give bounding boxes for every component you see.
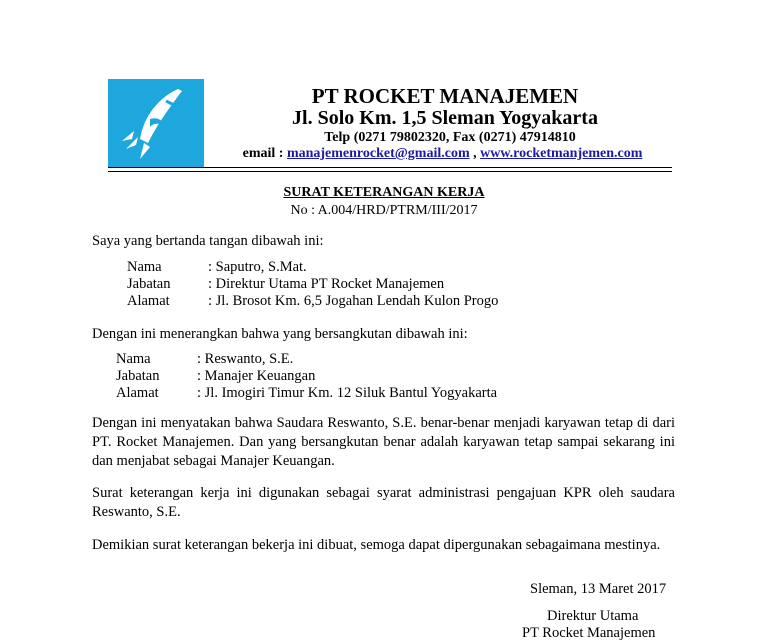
signer-company: PT Rocket Manajemen xyxy=(522,625,656,641)
paragraph-closing: Demikian surat keterangan bekerja ini dibuat, semoga dapat dipergunakan sebagaimana mestinya. xyxy=(92,537,661,553)
employee-address-label: Alamat xyxy=(116,385,159,401)
intro-text: Saya yang bertanda tangan dibawah ini: xyxy=(92,233,324,249)
signer-title-label: Jabatan xyxy=(127,276,171,292)
email-label: email : xyxy=(242,146,287,161)
employee-name-label: Nama xyxy=(116,351,151,367)
signer-address-value: : Jl. Brosot Km. 6,5 Jogahan Lendah Kulon Progo xyxy=(208,293,499,309)
employee-title-value: : Manajer Keuangan xyxy=(197,368,316,384)
employee-name-value: : Reswanto, S.E. xyxy=(197,351,294,367)
website-link[interactable]: www.rocketmanjemen.com xyxy=(480,146,643,161)
paragraph-purpose: Surat keterangan kerja ini digunakan sebagai syarat administrasi pengajuan KPR oleh saudara Reswanto, S.E. xyxy=(92,485,675,520)
rocket-logo-icon xyxy=(108,79,204,167)
company-logo xyxy=(108,79,204,167)
header-divider-thin xyxy=(108,171,672,172)
contact-separator: , xyxy=(469,146,481,161)
header-divider xyxy=(108,167,672,168)
signer-title-value: : Direktur Utama PT Rocket Manajemen xyxy=(208,276,445,292)
letter-number: No : A.004/HRD/PTRM/III/2017 xyxy=(290,203,478,218)
statement-text: Dengan ini menerangkan bahwa yang bersangkutan dibawah ini: xyxy=(92,326,468,342)
company-contact xyxy=(215,146,670,162)
employee-title-label: Jabatan xyxy=(116,368,160,384)
signer-name-label: Nama xyxy=(127,259,162,275)
signer-position: Direktur Utama xyxy=(547,608,639,624)
place-date: Sleman, 13 Maret 2017 xyxy=(530,581,667,597)
signer-address-label: Alamat xyxy=(127,293,170,309)
email-link[interactable]: manajemenrocket@gmail.com xyxy=(286,146,470,161)
employee-address-value: : Jl. Imogiri Timur Km. 12 Siluk Bantul Yogyakarta xyxy=(197,385,498,401)
company-address: Jl. Solo Km. 1,5 Sleman Yogyakarta xyxy=(292,107,598,129)
paragraph-employment: Dengan ini menyatakan bahwa Saudara Reswanto, S.E. benar-benar menjadi karyawan tetap di dari PT. Rocket Manajemen. Dan yang bersangkutan benar adalah karyawan tetap sampai sekarang ini dan menjabat sebagai Manajer Keuangan. xyxy=(92,415,675,469)
company-phone: Telp (0271 79802320, Fax (0271) 47914810 xyxy=(324,130,576,145)
signer-name-value: : Saputro, S.Mat. xyxy=(208,259,307,275)
company-name: PT ROCKET MANAJEMEN xyxy=(311,84,579,108)
letter-title: SURAT KETERANGAN KERJA xyxy=(283,185,485,200)
